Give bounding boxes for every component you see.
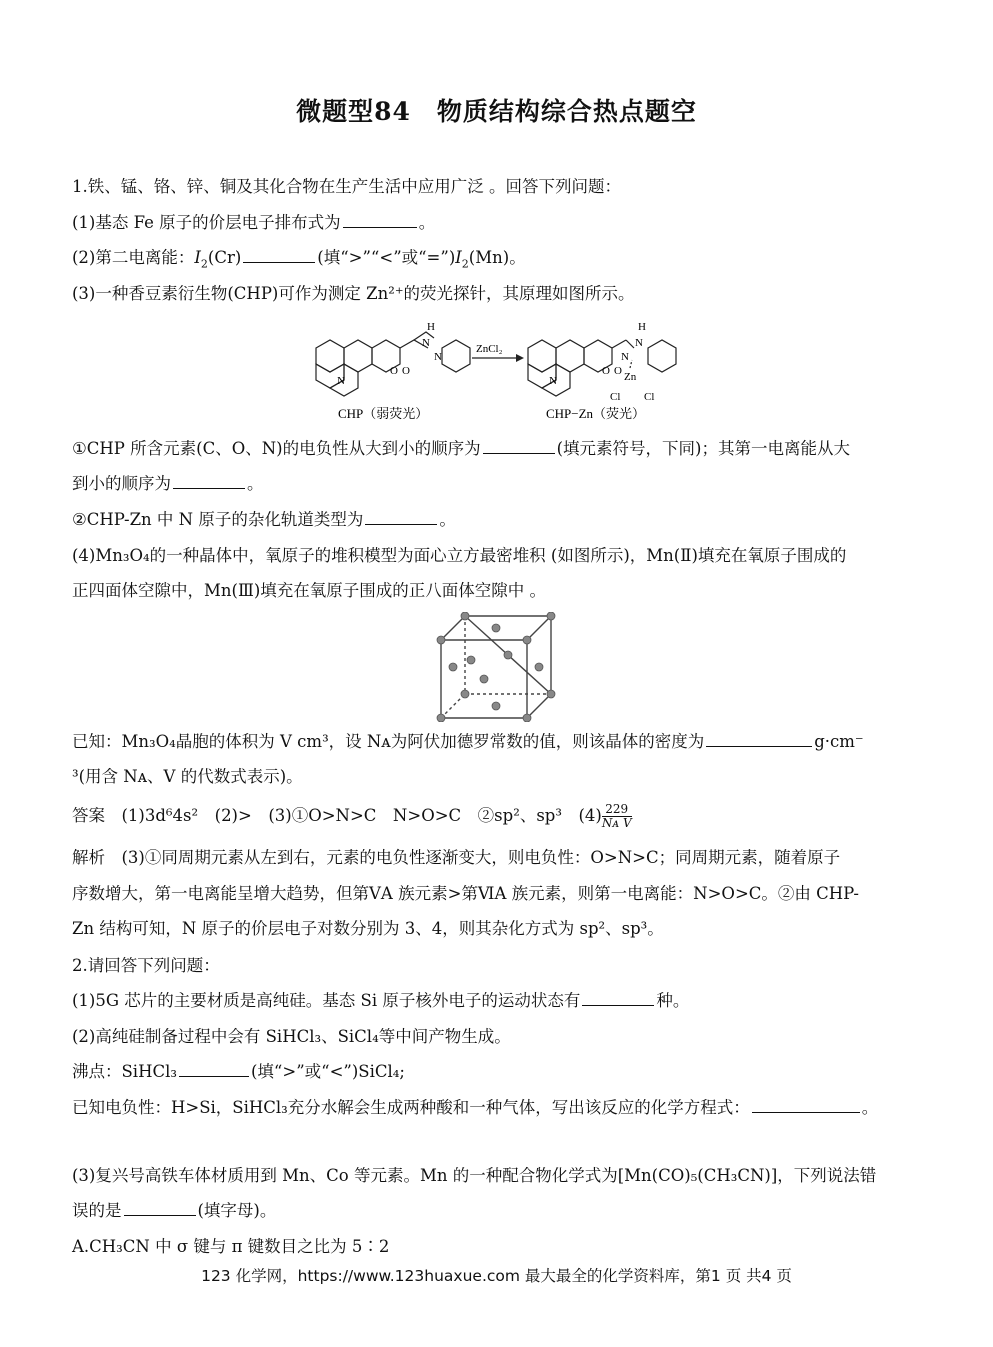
- answer-blank: [365, 509, 437, 525]
- fraction-denominator: Nᴀ V: [601, 816, 632, 830]
- answer-blank: [706, 731, 812, 747]
- q1-part2: (2)第二电离能：$I_2(Cr)$ (填“>”“<”或“$=”)I_2(Mn)$。: [72, 248, 526, 271]
- answer-blank: [483, 438, 555, 454]
- ionization-energy-symbol: I: [455, 248, 462, 267]
- q1-known-text: 已知：Mn₃O₄晶胞的体积为 V cm³，设 Nᴀ为阿伏加德罗常数的值，则该晶体的密度为: [72, 732, 705, 751]
- chp-label: CHP（弱荧光）: [338, 406, 429, 421]
- subscript: 2: [200, 257, 208, 271]
- q1-part2-end: 。: [509, 248, 526, 267]
- q1-sub1-text-b: (填元素符号，下同)；其第一电离能从大: [556, 439, 850, 458]
- q2-part1-text: (1)5G 芯片的主要材质是高纯硅。基态 Si 原子核外电子的运动状态有: [72, 991, 581, 1010]
- scheme-atom-o: O: [402, 365, 410, 377]
- q1-part1: [72, 212, 435, 234]
- answer-label: 答案: [72, 806, 105, 825]
- q1-sub1-line2: [72, 473, 264, 495]
- subscript: 2: [461, 257, 469, 271]
- q1-part1-text: (1)基态 Fe 原子的价层电子排布式为: [72, 213, 341, 232]
- scheme-atom-o: O: [602, 365, 610, 377]
- q1-analysis-line3: Zn 结构可知，N 原子的价层电子对数分别为 3、4，则其杂化方式为 sp²、sp³。: [72, 919, 664, 938]
- q1-answer: [72, 803, 632, 830]
- q1-part3: (3)一种香豆素衍生物(CHP)可作为测定 Zn²⁺的荧光探针，其原理如图所示。: [72, 284, 635, 303]
- density-unit: g·cm⁻: [814, 732, 864, 751]
- en-text: 已知电负性：H>Si，SiHCl₃充分水解会生成两种酸和一种气体，写出该反应的化学方程式：: [72, 1098, 750, 1117]
- q1-sub2-end: 。: [439, 510, 456, 529]
- en-end: 。: [861, 1098, 879, 1117]
- pyridine-ring: [442, 340, 470, 372]
- q2-boiling-point: [72, 1061, 405, 1083]
- chp-zn-label: CHP−Zn（荧光）: [546, 406, 646, 421]
- scheme-atom-h: H: [638, 321, 646, 333]
- chp-reaction-scheme: [310, 318, 690, 428]
- density-fraction: [602, 803, 632, 830]
- scheme-atom-o: O: [390, 365, 398, 377]
- q1-sub2: [72, 509, 456, 531]
- chp-molecule-drawing: [316, 332, 434, 396]
- fraction-numerator: 229: [602, 803, 632, 817]
- arrow-head: [516, 354, 524, 362]
- q2-part2: (2)高纯硅制备过程中会有 SiHCl₃、SiCl₄等中间产物生成。: [72, 1027, 511, 1046]
- q2-part3-line1: (3)复兴号高铁车体材质用到 Mn、Co 等元素。Mn 的一种配合物化学式为[Mn(CO)₅(CH₃CN)]，下列说法错: [72, 1166, 877, 1185]
- page-title: 微题型84 物质结构综合热点题空: [296, 97, 697, 126]
- answer-blank: [124, 1200, 196, 1216]
- q2-part1-end: 种。: [656, 991, 690, 1010]
- bp-text-a: 沸点：SiHCl₃: [72, 1062, 177, 1081]
- scheme-atom-n: N: [422, 337, 430, 349]
- q1-part4-line2: 正四面体空隙中，Mn(Ⅲ)填充在氧原子围成的正八面体空隙中 。: [72, 581, 547, 600]
- bp-text-b: (填“>”或“<”)SiCl₄;: [251, 1062, 405, 1081]
- ionization-energy-symbol: I: [194, 248, 201, 267]
- answer-blank: [173, 473, 245, 489]
- analysis-text-1: (3)①同周期元素从左到右，元素的电负性逐渐变大，则电负性：O>N>C；同周期元素，随着原子: [121, 848, 841, 867]
- page-footer: 123 化学网，https://www.123huaxue.com 最大最全的化学资料库，第1 页 共4 页: [201, 1267, 792, 1285]
- q1-part1-end: 。: [418, 213, 436, 232]
- answer-blank: [582, 990, 654, 1006]
- scheme-atom-cl: Cl: [610, 391, 621, 403]
- q1-analysis-line1: [72, 847, 840, 869]
- scheme-atom-n: N: [549, 375, 557, 387]
- scheme-atom-zn: Zn: [624, 371, 637, 383]
- q1-analysis-line2: 序数增大，第一电离能呈增大趋势，但第ⅤA 族元素>第ⅥA 族元素，则第一电离能：N>O>C。②由 CHP-: [72, 884, 859, 903]
- q1-sub1-line1: [72, 438, 850, 460]
- scheme-atom-n: N: [635, 337, 643, 349]
- answer-blank: [752, 1097, 860, 1113]
- scheme-atom-n: N: [621, 351, 629, 363]
- answer-blank: [179, 1061, 249, 1077]
- q1-sub2-text: ②CHP-Zn 中 N 原子的杂化轨道类型为: [72, 510, 364, 529]
- answer-blank: [343, 212, 417, 228]
- arrow-reagent: ZnCl₂: [476, 343, 503, 355]
- q1-sub1-text-a: ①CHP 所含元素(C、O、N)的电负性从大到小的顺序为: [72, 439, 481, 458]
- scheme-atom-h: H: [427, 321, 435, 333]
- q2-part1: [72, 990, 689, 1012]
- q1-known-line1: [72, 731, 864, 753]
- q2-part3-line2: [72, 1200, 276, 1222]
- scheme-atom-cl: Cl: [644, 391, 655, 403]
- answer-text: (1)3d⁶4s² (2)> (3)①O>N>C N>O>C ②sp²、sp³ (4): [121, 806, 602, 825]
- q1-sub1-text-c: 到小的顺序为: [72, 474, 171, 493]
- fcc-crystal-cell-diagram: [435, 612, 560, 722]
- answer-blank: [243, 247, 315, 263]
- q2-electronegativity: [72, 1097, 878, 1119]
- q2-part3-end: (填字母)。: [197, 1201, 277, 1220]
- q2-part3-text: 误的是: [72, 1201, 122, 1220]
- q1-sub1-end: 。: [247, 474, 264, 493]
- q1-part2-hint: (填“>”“<”或“=”): [317, 248, 456, 267]
- q1-known-line2: ³(用含 Nᴀ、V 的代数式表示)。: [72, 767, 303, 786]
- q2-option-a: A.CH₃CN 中 σ 键与 π 键数目之比为 5∶2: [72, 1237, 390, 1256]
- analysis-label: 解析: [72, 848, 105, 867]
- scheme-atom-n: N: [434, 351, 442, 363]
- scheme-atom-o: O: [614, 365, 622, 377]
- q1-stem: 1.铁、锰、铬、锌、铜及其化合物在生产生活中应用广泛 。回答下列问题：: [72, 177, 621, 196]
- scheme-atom-n: N: [337, 375, 345, 387]
- q1-part4-line1: (4)Mn₃O₄的一种晶体中，氧原子的堆积模型为面心立方最密堆积 (如图所示)，Mn(Ⅱ)填充在氧原子围成的: [72, 546, 847, 565]
- q1-part2-label: (2)第二电离能：: [72, 248, 195, 267]
- q2-stem: 2.请回答下列问题：: [72, 956, 220, 975]
